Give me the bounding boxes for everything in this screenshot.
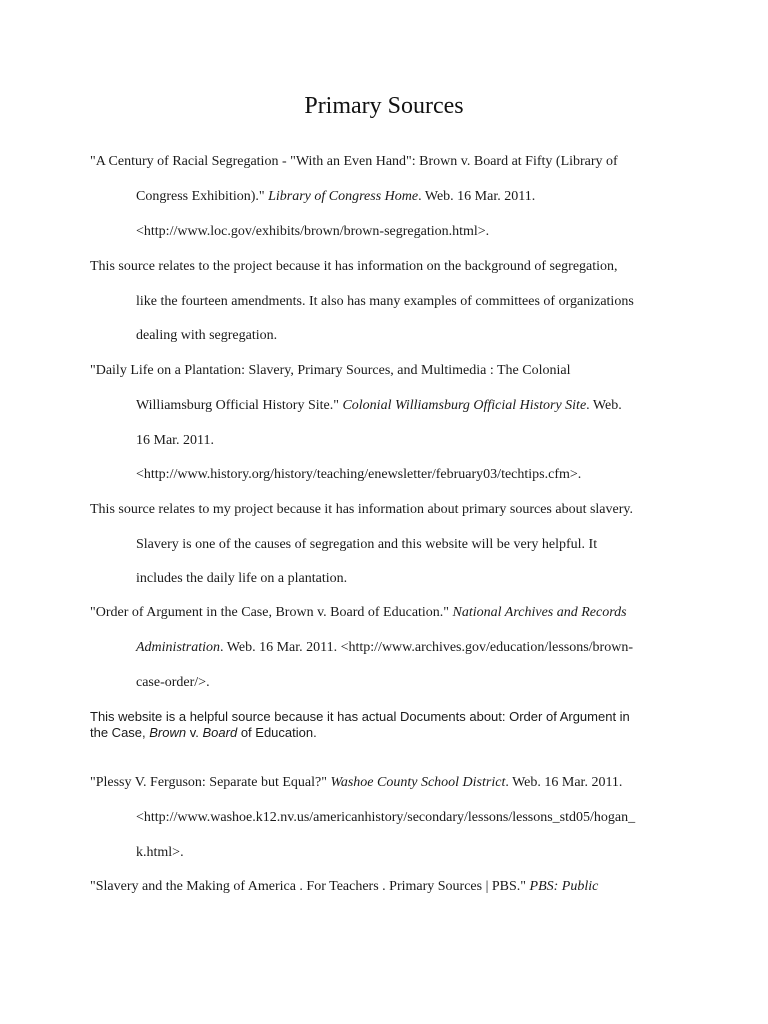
citation-url: <http://www.history.org/history/teaching/enewsletter/february03/techtips.cfm>. [136, 467, 582, 482]
annotation-text: of Education. [237, 725, 317, 740]
citation-source-title: Library of Congress Home [268, 189, 419, 204]
citation-source-title: Washoe County School District [330, 775, 506, 790]
citation-text: Williamsburg Official History Site." [136, 398, 343, 413]
citation-url: case-order/>. [136, 675, 210, 690]
annotation-block [90, 709, 690, 741]
annotation-line [90, 725, 690, 741]
page-title: Primary Sources [304, 93, 464, 119]
annotation-line: dealing with segregation. [136, 328, 278, 343]
citation-line [90, 773, 622, 793]
citation-source-title: PBS: Public [529, 879, 599, 894]
annotation-line: This source relates to my project because it has information about primary sources about slavery. [90, 502, 633, 517]
citation-text: . Web. [586, 398, 622, 413]
citation-text: "Slavery and the Making of America . For Teachers . Primary Sources | PBS." [90, 879, 530, 894]
citation-url: k.html>. [136, 845, 184, 860]
citation-source-title: National Archives and Records [452, 605, 627, 620]
citation-text: Congress Exhibition)." [136, 189, 269, 204]
citation-line [90, 877, 598, 897]
citation-text: "Order of Argument in the Case, Brown v. Board of Education." [90, 605, 453, 620]
annotation-text: the Case, [90, 725, 150, 740]
annotation-line: This source relates to the project because it has information on the background of segregation, [90, 259, 618, 274]
citation-line [136, 638, 633, 658]
citation-line [90, 603, 627, 623]
annotation-italic: Brown [149, 725, 187, 740]
citation-line: "Daily Life on a Plantation: Slavery, Primary Sources, and Multimedia : The Colonial [90, 363, 571, 378]
citation-source-title: Administration [136, 640, 221, 655]
annotation-line: includes the daily life on a plantation. [136, 571, 348, 586]
annotation-italic: Board [202, 725, 238, 740]
citation-line [136, 187, 535, 207]
citation-line [136, 396, 622, 416]
citation-line: 16 Mar. 2011. [136, 433, 215, 448]
citation-url: <http://www.washoe.k12.nv.us/americanhistory/secondary/lessons/lessons_std05/hogan_ [136, 810, 636, 825]
annotation-text: v. [186, 725, 203, 740]
citation-line: "A Century of Racial Segregation - "With an Even Hand": Brown v. Board at Fifty (Library of [90, 154, 618, 169]
annotation-line: like the fourteen amendments. It also has many examples of committees of organizations [136, 294, 634, 309]
citation-text: . Web. 16 Mar. 2011. [418, 189, 536, 204]
citation-source-title: Colonial Williamsburg Official History Site [342, 398, 587, 413]
citation-text: "Plessy V. Ferguson: Separate but Equal?" [90, 775, 331, 790]
citation-text: . Web. 16 Mar. 2011. <http://www.archives.gov/education/lessons/brown- [220, 640, 633, 655]
citation-url: <http://www.loc.gov/exhibits/brown/brown-segregation.html>. [136, 224, 490, 239]
annotation-line: This website is a helpful source because it has actual Documents about: Order of Argument in [90, 709, 630, 724]
citation-text: . Web. 16 Mar. 2011. [505, 775, 623, 790]
annotation-line: Slavery is one of the causes of segregation and this website will be very helpful. It [136, 537, 598, 552]
